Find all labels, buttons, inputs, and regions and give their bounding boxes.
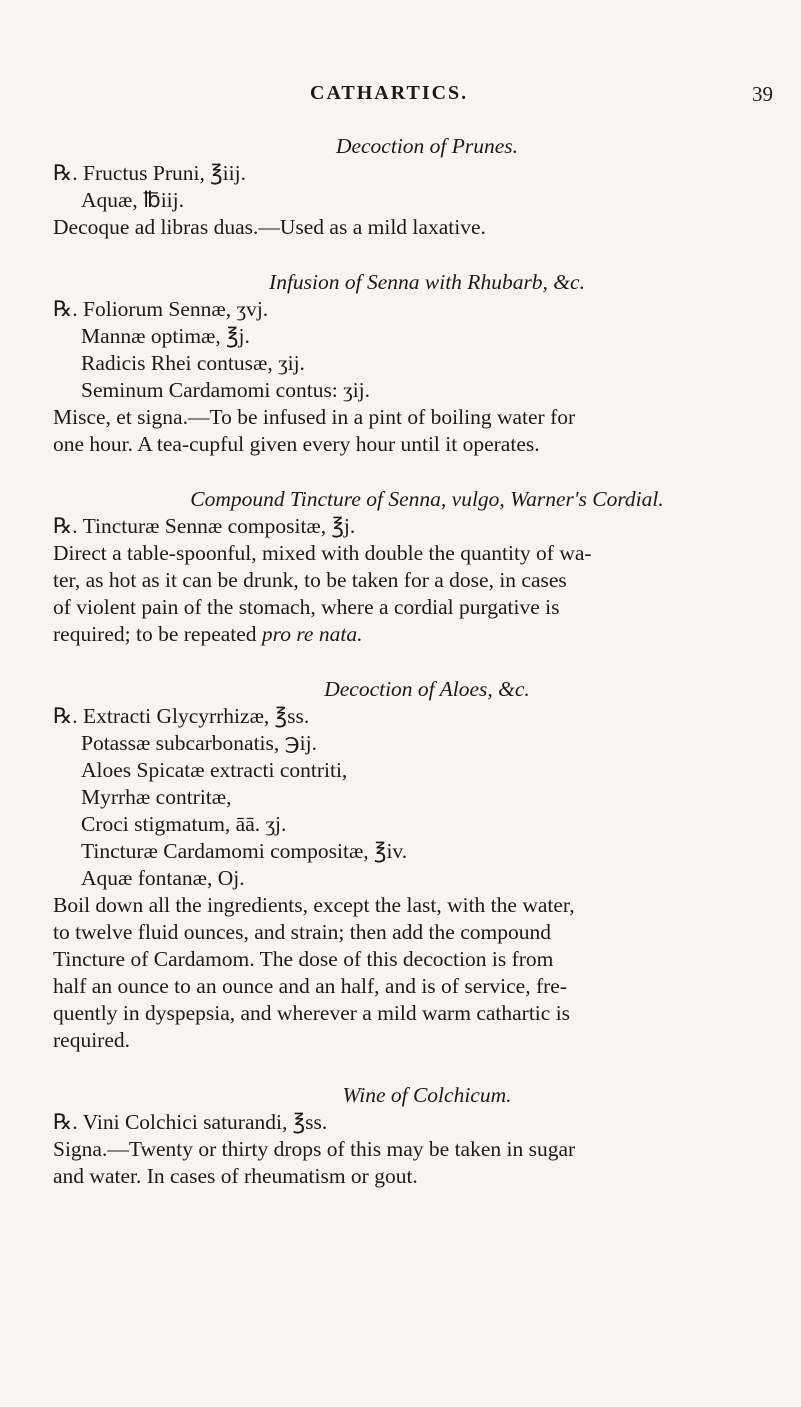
directions — [53, 214, 771, 241]
ingredient-line: ℞. Fructus Pruni, ℥iij. — [53, 161, 246, 185]
recipe-colchicum — [53, 1082, 771, 1190]
ingredient-line: Tincturæ Cardamomi compositæ, ℥iv. — [81, 839, 408, 863]
directions-line: to twelve fluid ounces, and strain; then add the compound — [53, 920, 551, 944]
directions — [53, 540, 771, 648]
directions-line: ter, as hot as it can be drunk, to be taken for a dose, in cases — [53, 568, 567, 592]
ingredient-line: ℞. Foliorum Sennæ, ʒvj. — [53, 297, 269, 321]
recipe-heading: Decoction of Aloes, &c. — [324, 677, 530, 701]
recipe-senna-rhubarb — [53, 269, 771, 458]
ingredient-line: Aquæ, ℔iij. — [81, 188, 184, 212]
directions — [53, 404, 771, 458]
directions-line: Direct a table-spoonful, mixed with double the quantity of wa- — [53, 541, 592, 565]
recipe-prunes — [53, 133, 771, 241]
directions-line: required. — [53, 1028, 131, 1052]
latin-phrase: pro re nata. — [261, 622, 363, 646]
directions-line: Misce, et signa.—To be infused in a pint of boiling water for — [53, 405, 576, 429]
recipe-heading: Decoction of Prunes. — [335, 134, 519, 158]
directions — [53, 1136, 771, 1190]
ingredient-line: ℞. Extracti Glycyrrhizæ, ℥ss. — [53, 704, 310, 728]
ingredient-line: Aloes Spicatæ extracti contriti, — [81, 758, 348, 782]
directions-line: Signa.—Twenty or thirty drops of this may be taken in sugar — [53, 1137, 576, 1161]
running-head — [0, 82, 801, 112]
recipe-warners-cordial — [53, 486, 771, 648]
page-number: 39 — [752, 82, 773, 106]
page-body — [53, 133, 771, 1190]
directions-line: required; to be repeated pro re nata. — [53, 622, 363, 646]
ingredient-line: Potassæ subcarbonatis, ℈ij. — [81, 731, 317, 755]
directions-line: one hour. A tea-cupful given every hour until it operates. — [53, 432, 540, 456]
recipe-aloes — [53, 676, 771, 1054]
ingredient-line: Seminum Cardamomi contus: ʒij. — [81, 378, 371, 402]
ingredient-line: ℞. Tincturæ Sennæ compositæ, ℥j. — [53, 514, 356, 538]
recipe-heading: Infusion of Senna with Rhubarb, &c. — [269, 270, 585, 294]
ingredient-line: Croci stigmatum, āā. ʒj. — [81, 812, 287, 836]
directions-line: Boil down all the ingredients, except the last, with the water, — [53, 893, 575, 917]
running-title: CATHARTICS. — [310, 82, 469, 104]
directions-line: Decoque ad libras duas.—Used as a mild laxative. — [53, 215, 486, 239]
directions-line: Tincture of Cardamom. The dose of this decoction is from — [53, 947, 554, 971]
directions-line: half an ounce to an ounce and an half, and is of service, fre- — [53, 974, 567, 998]
ingredient-line: Mannæ optimæ, ℥j. — [81, 324, 250, 348]
directions-line: and water. In cases of rheumatism or gout. — [53, 1164, 418, 1188]
ingredient-line: Aquæ fontanæ, Oj. — [81, 866, 245, 890]
ingredient-line: ℞. Vini Colchici saturandi, ℥ss. — [53, 1110, 328, 1134]
ingredient-line: Radicis Rhei contusæ, ʒij. — [81, 351, 305, 375]
directions-line: of violent pain of the stomach, where a cordial purgative is — [53, 595, 560, 619]
recipe-heading: Compound Tincture of Senna, vulgo, Warner's Cordial. — [190, 487, 664, 511]
directions-line: quently in dyspepsia, and wherever a mild warm cathartic is — [53, 1001, 571, 1025]
ingredient-line: Myrrhæ contritæ, — [81, 785, 232, 809]
recipe-heading: Wine of Colchicum. — [342, 1083, 512, 1107]
directions — [53, 892, 771, 1054]
